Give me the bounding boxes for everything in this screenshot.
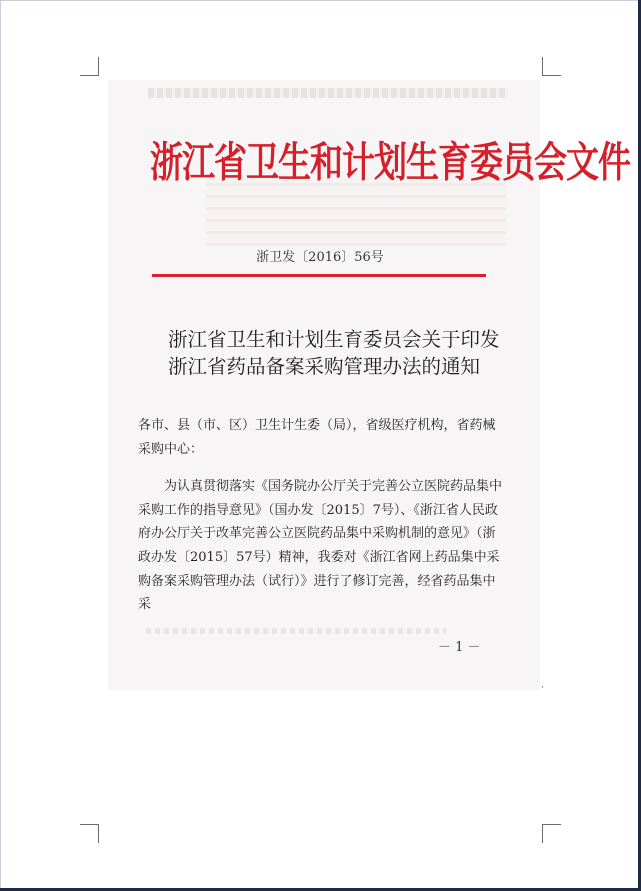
document-title: [168, 326, 500, 380]
red-divider: [152, 274, 486, 277]
body-line-4: 政办发〔2015〕57号）精神，我委对《浙江省网上药品集中采: [138, 549, 500, 565]
crop-mark-bottom-right: [542, 824, 561, 843]
bleed-through-top: [148, 88, 508, 98]
body-line-3: 府办公厅关于改革完善公立医院药品集中采购机制的意见》（浙: [138, 526, 496, 542]
bleed-through-bottom: [146, 628, 446, 634]
crop-mark-top-right: [542, 57, 561, 76]
crop-mark-top-left: [80, 57, 99, 76]
document-number: 浙卫发〔2016〕56号: [256, 250, 384, 265]
body-line-5: 购备案采购管理办法（试行）》进行了修订完善，经省药品集中采: [138, 573, 496, 613]
page-number: － 1 －: [438, 640, 481, 655]
title-line-1: 浙江省卫生和计划生育委员会关于印发: [168, 328, 500, 351]
scan-speck: ·: [541, 683, 544, 693]
crop-mark-bottom-left: [80, 824, 99, 843]
addressee: 各市、县（市、区）卫生计生委（局），省级医疗机构，省药械采购中心：: [138, 418, 496, 457]
body-line-1: 为认真贯彻落实《国务院办公厅关于完善公立医院药品集中: [164, 479, 503, 495]
document-header: 浙江省卫生和计划生育委员会文件: [150, 137, 630, 187]
document-body: [138, 414, 506, 617]
body-line-2: 采购工作的指导意见》（国办发〔2015〕7号）、《浙江省人民政: [138, 502, 498, 518]
title-line-2: 浙江省药品备案采购管理办法的通知: [168, 355, 481, 378]
